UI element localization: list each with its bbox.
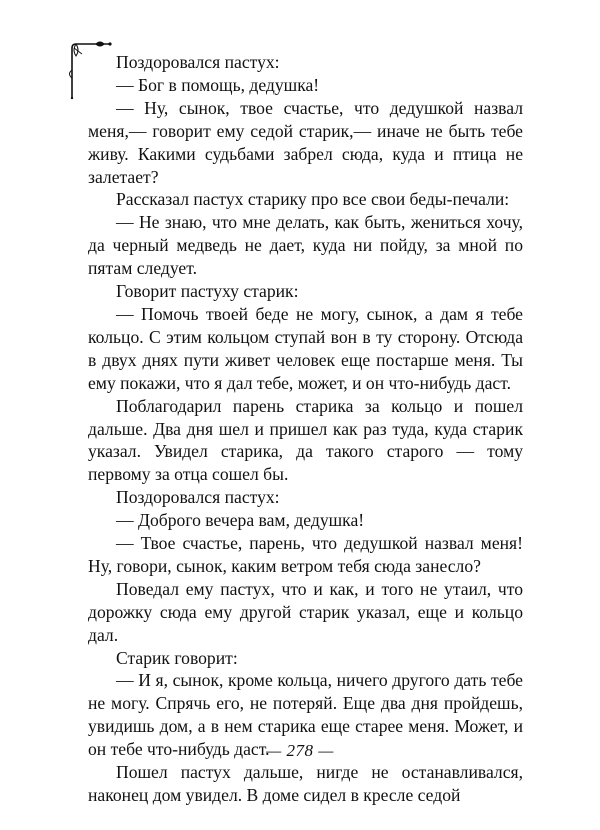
paragraph: Поздоровался пастух: <box>116 487 280 508</box>
paragraph: — И я, сынок, кроме кольца, ничего другого дать тебе не могу. Спрячь его, не потеряй. Еще два дня пройдешь, увидишь дом, а в нем старика еще старее меня. Может, и он тебе что-нибудь даст. <box>88 670 523 760</box>
page-number: — 278 — <box>266 741 334 760</box>
paragraph: Рассказал пастух старику про все свои беды-печали: <box>116 189 510 210</box>
paragraph: — Ну, сынок, твое счастье, что дедушкой назвал меня,— говорит ему седой старик,— иначе не быть тебе живу. Какими судьбами забрел сюда, куда и птица не залетает? <box>88 97 523 187</box>
story-text <box>88 51 523 807</box>
paragraph: Говорит пастуху старик: <box>116 281 299 302</box>
paragraph: Поздоровался пастух: <box>116 52 280 72</box>
paragraph: Поведал ему пастух, что и как, и того не утаил, что дорожку сюда ему другой старик указал, еще и кольцо дал. <box>88 578 523 645</box>
paragraph: — Не знаю, что мне делать, как быть, жениться хочу, да черный медведь не дает, куда ни пойду, за мной по пятам следует. <box>88 212 523 279</box>
paragraph: Поблагодарил парень старика за кольцо и пошел дальше. Два дня шел и пришел как раз туда, куда старик указал. Увидел старика, да такого старого — тому первому за отца сошел бы. <box>88 395 523 485</box>
paragraph: — Помочь твоей беде не могу, сынок, а дам я тебе кольцо. С этим кольцом ступай вон в ту сторону. Отсюда в двух днях пути живет человек еще постарше меня. Ты ему покажи, что я дал тебе, может, и он что-нибудь даст. <box>88 303 523 393</box>
paragraph: Пошел пастух дальше, нигде не останавливался, наконец дом увидел. В доме сидел в кресле седой <box>88 762 523 805</box>
paragraph: — Доброго вечера вам, дедушка! <box>116 510 365 531</box>
paragraph: — Бог в помощь, дедушка! <box>116 74 320 95</box>
paragraph: — Твое счастье, парень, что дедушкой назвал меня! Ну, говори, сынок, каким ветром тебя сюда занесло? <box>88 533 523 576</box>
paragraph: Старик говорит: <box>116 647 238 668</box>
